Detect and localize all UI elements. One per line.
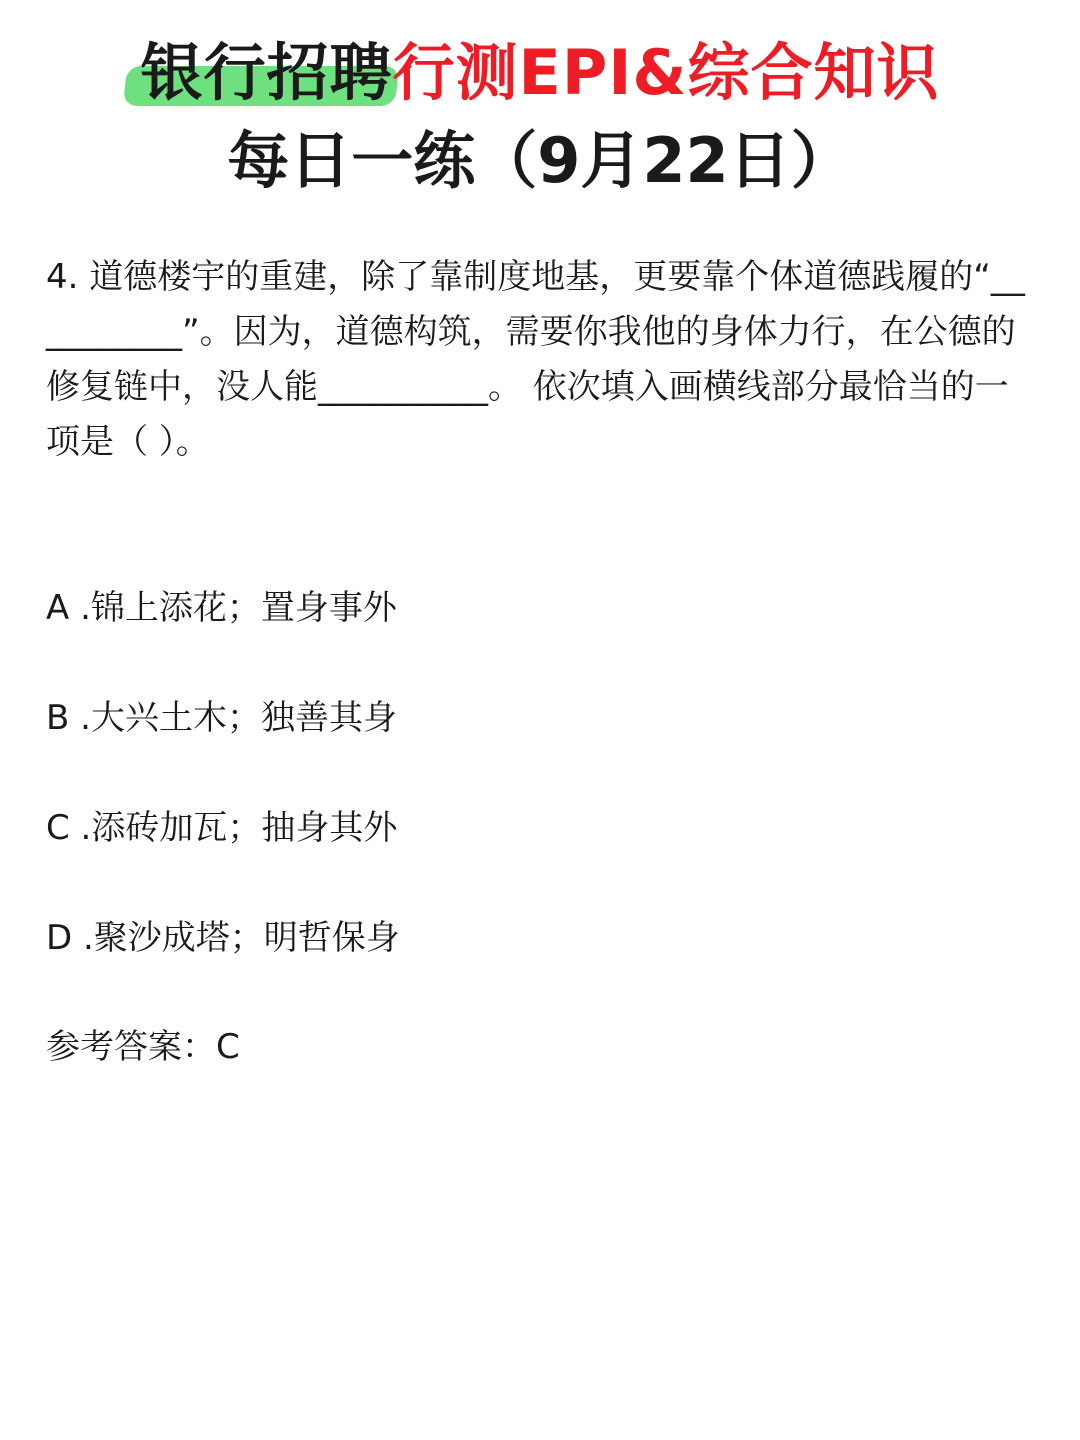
- option-d: D .聚沙成塔；明哲保身: [46, 918, 400, 958]
- reference-answer: 参考答案：C: [46, 1027, 240, 1067]
- page-title: [141, 30, 940, 116]
- options-list: [46, 578, 1036, 1018]
- option-c: C .添砖加瓦；抽身其外: [46, 808, 398, 848]
- question-text: 4. 道德楼宇的重建，除了靠制度地基，更要靠个体道德践履的“__________”。因为，道德构筑，需要你我他的身体力行，在公德的修复链中，没人能__________。 依次填入画横线部分最恰当的一项是（ ）。: [46, 257, 1025, 462]
- page-subtitle: 每日一练（9月22日）: [227, 124, 853, 197]
- option-b: B .大兴土木；独善其身: [46, 698, 397, 738]
- option-a: A .锦上添花；置身事外: [46, 588, 397, 628]
- title-subject: 行测EPI&综合知识: [392, 36, 940, 109]
- page-header: [0, 30, 1080, 204]
- title-bank-recruitment: 银行招聘: [140, 36, 393, 109]
